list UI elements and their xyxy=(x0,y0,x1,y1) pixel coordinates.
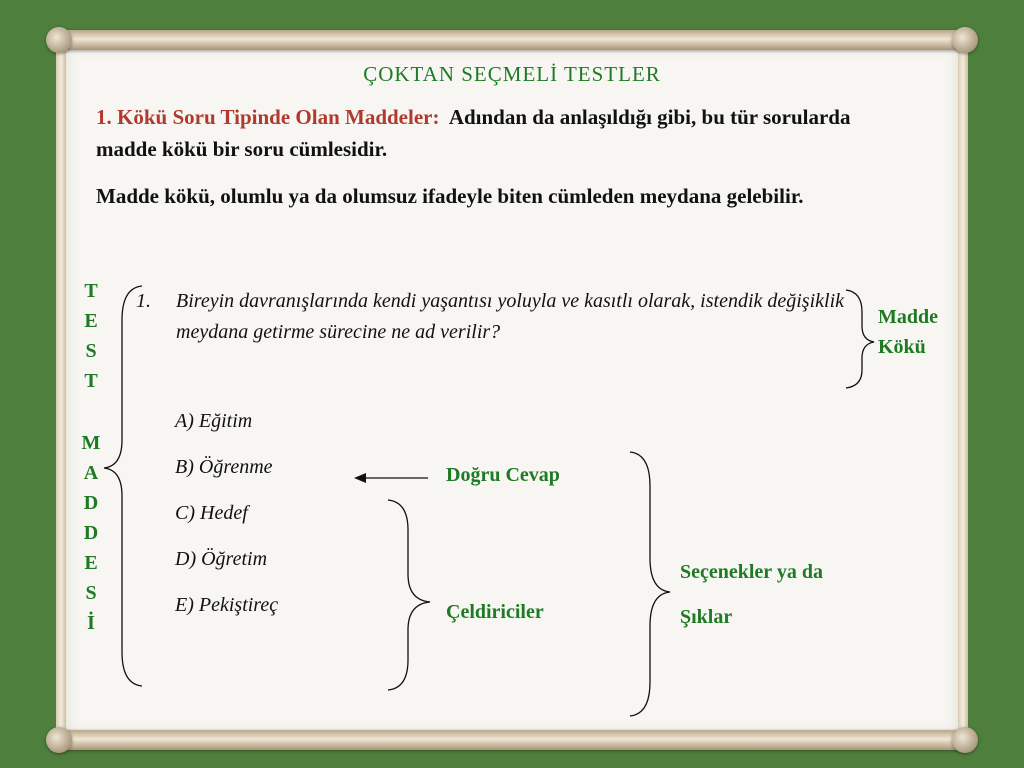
vertical-letter: D xyxy=(83,492,99,514)
vertical-letter: İ xyxy=(87,612,95,634)
label-celdiriciler: Çeldiriciler xyxy=(446,601,544,623)
option-e: E) Pekiştireç xyxy=(175,594,279,616)
intro-text: Adından da anlaşıldığı gibi, bu tür sorularda madde kökü bir soru cümlesidir. xyxy=(96,105,851,161)
slide-title: ÇOKTAN SEÇMELİ TESTLER xyxy=(363,62,661,86)
correct-answer-arrow-head xyxy=(354,473,366,483)
label-koku: Kökü xyxy=(878,336,926,358)
secenekler-brace xyxy=(630,452,670,716)
vertical-letter: S xyxy=(85,340,97,362)
option-d: D) Öğretim xyxy=(175,548,268,570)
intro-heading: 1. Kökü Soru Tipinde Olan Maddeler: xyxy=(96,105,440,129)
option-b: B) Öğrenme xyxy=(175,456,273,478)
vertical-letter: A xyxy=(83,462,99,484)
vertical-letter: E xyxy=(84,552,98,574)
celdiriciler-brace xyxy=(388,500,430,690)
label-siklar: Şıklar xyxy=(680,606,733,628)
test-item-brace xyxy=(104,286,142,686)
madde-koku-brace xyxy=(846,290,874,388)
option-a: A) Eğitim xyxy=(175,410,253,432)
vertical-letter: M xyxy=(81,432,101,454)
vertical-letter: T xyxy=(84,280,98,302)
second-paragraph: Madde kökü, olumlu ya da olumsuz ifadeyle biten cümleden meydana gelebilir. xyxy=(96,184,804,208)
vertical-letter: T xyxy=(84,370,98,392)
vertical-letter: S xyxy=(85,582,97,604)
option-c: C) Hedef xyxy=(175,502,248,524)
vertical-letter: D xyxy=(83,522,99,544)
vertical-letter: E xyxy=(84,310,98,332)
label-madde: Madde xyxy=(878,306,938,328)
label-dogru-cevap: Doğru Cevap xyxy=(446,464,560,486)
label-secenekler: Seçenekler ya da xyxy=(680,561,823,583)
question-text: Bireyin davranışlarında kendi yaşantısı yoluyla ve kasıtlı olarak, istendik değişiklik meydana getirme sürecine ne ad verilir? xyxy=(176,290,845,343)
question-number: 1. xyxy=(136,290,151,312)
